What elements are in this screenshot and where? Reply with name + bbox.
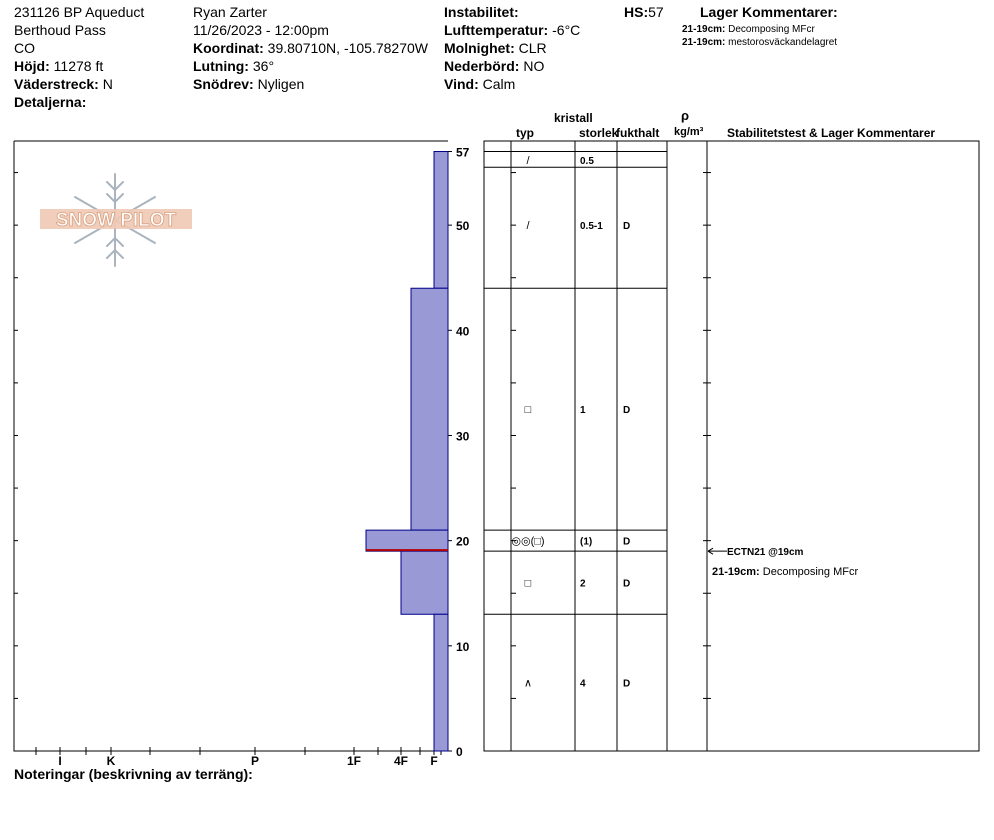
type-header: typ (516, 126, 534, 140)
snowpilot-logo (40, 174, 192, 266)
grain-size-value: 2 (580, 578, 586, 590)
hardness-bar (411, 288, 448, 530)
height-tick-label: 57 (456, 145, 470, 160)
grain-type-symbol: ◎◎(□) (511, 535, 545, 548)
grain-type-symbol: / (526, 154, 530, 167)
layer-comment-2-text: mestorosväckandelagret (728, 37, 838, 48)
air-temp-value: -6°C (552, 22, 581, 38)
density-unit-header: kg/m³ (674, 126, 704, 138)
stability-comment-range: 21-19cm: (712, 566, 763, 579)
wind-label: Vind: (444, 76, 479, 92)
datetime: 11/26/2023 - 12:00pm (193, 22, 329, 38)
sky-value: CLR (518, 40, 547, 56)
hardness-bar (434, 614, 448, 751)
size-header: storlek (579, 126, 619, 140)
left-chart-frame (14, 141, 448, 751)
aspect-value: N (102, 76, 113, 92)
grain-type-symbol: / (526, 220, 530, 233)
hardness-tick-label: F (430, 754, 438, 768)
site-name: 231126 BP Aqueduct (14, 4, 145, 20)
hardness-tick-label: K (106, 754, 116, 768)
grain-type-symbol: ∧ (523, 677, 533, 690)
hardness-tick-label: P (250, 754, 260, 768)
height-tick-label: 20 (456, 534, 470, 549)
grain-size-value: 1 (580, 405, 586, 417)
slope-value: 36° (252, 58, 275, 74)
moisture-header: fukthalt (616, 126, 660, 140)
grain-type-symbol: □ (524, 404, 532, 417)
stability-header: Stabilitetstest & Lager Kommentarer (727, 126, 936, 140)
layer-comment-2-range: 21-19cm: (682, 37, 726, 48)
instability-label: Instabilitet: (444, 4, 519, 20)
air-temp-label: Lufttemperatur: (444, 22, 549, 38)
wind-loading-value: Nyligen (257, 76, 305, 92)
grain-size-value: 4 (580, 678, 586, 690)
grain-moisture-value: D (623, 578, 631, 590)
coord-value: 39.80710N, -105.78270W (267, 40, 428, 56)
hardness-bar (401, 551, 448, 614)
elevation-value: 11278 ft (53, 58, 104, 74)
slope-label: Lutning: (193, 58, 249, 74)
crystal-header: kristall (554, 111, 593, 125)
wind-value: Calm (482, 76, 516, 92)
height-tick-label: 40 (456, 324, 470, 339)
stability-test-label: ECTN21 @19cm (727, 547, 804, 559)
hs-value: 57 (648, 4, 664, 20)
hardness-tick-label: 1F (346, 754, 362, 768)
elevation-label: Höjd: (14, 58, 50, 74)
stability-test-arrow (708, 548, 727, 554)
height-tick-label: 50 (456, 219, 470, 234)
sky-label: Molnighet: (444, 40, 515, 56)
notes-label: Noteringar (beskrivning av terräng): (14, 766, 253, 782)
grain-size-value: 0.5 (580, 155, 594, 167)
logo-text: SNOW PILOT (55, 210, 177, 231)
grain-size-value: (1) (580, 536, 593, 548)
hardness-bar (366, 530, 448, 551)
details-label: Detaljerna: (14, 94, 87, 110)
observer: Ryan Zarter (193, 4, 267, 20)
layer-comment-1-range: 21-19cm: (682, 24, 726, 35)
grain-moisture-value: D (623, 678, 631, 690)
aspect-label: Väderstreck: (14, 76, 99, 92)
wind-loading-label: Snödrev: (193, 76, 254, 92)
hardness-bar (434, 152, 448, 289)
stability-comment (712, 566, 858, 578)
height-tick-label: 0 (456, 745, 463, 759)
hs-label: HS: (624, 4, 649, 20)
location: Berthoud Pass (14, 22, 106, 38)
layer-comment-1-text: Decomposing MFcr (728, 24, 815, 35)
grain-size-value: 0.5-1 (580, 221, 603, 233)
hardness-tick-label: I (58, 754, 62, 768)
precip-label: Nederbörd: (444, 58, 520, 74)
grain-moisture-value: D (623, 536, 631, 548)
grain-moisture-value: D (623, 405, 631, 417)
layer-comments-title: Lager Kommentarer: (700, 4, 838, 20)
height-tick-label: 30 (456, 429, 470, 444)
grain-moisture-value: D (623, 221, 631, 233)
table-frame (484, 141, 979, 751)
rho-header: ρ (681, 108, 690, 123)
precip-value: NO (523, 58, 545, 74)
state: CO (14, 40, 35, 56)
coord-label: Koordinat: (193, 40, 264, 56)
stability-comment-text: Decomposing MFcr (762, 566, 859, 579)
hardness-tick-label: 4F (393, 754, 409, 768)
height-tick-label: 10 (456, 639, 470, 654)
grain-type-symbol: □ (524, 577, 532, 590)
